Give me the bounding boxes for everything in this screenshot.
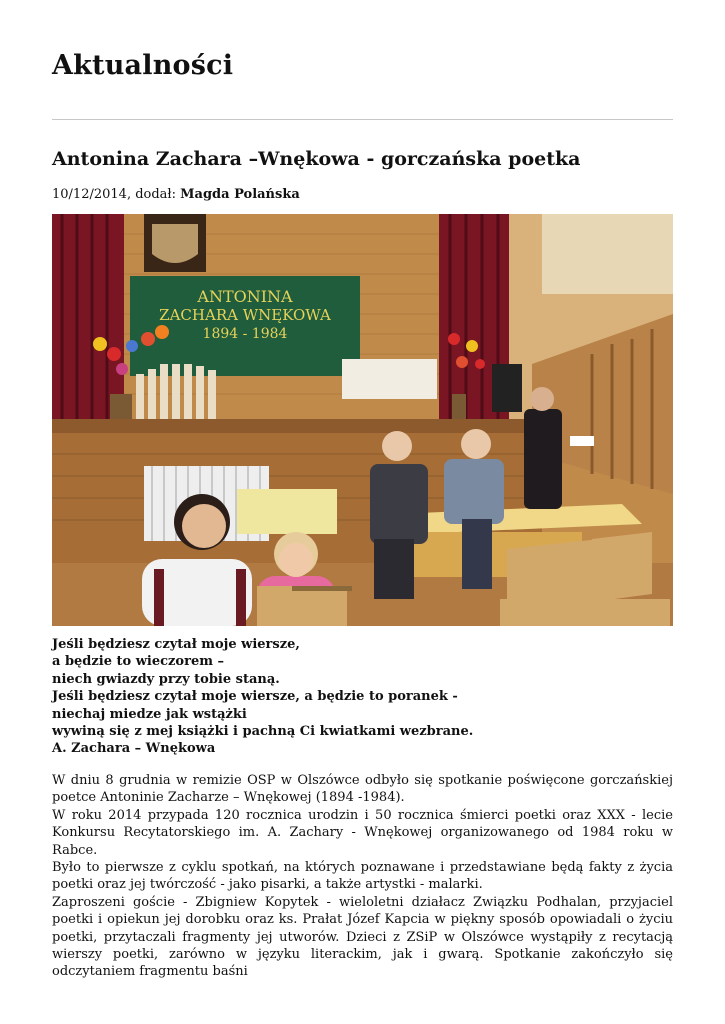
banner-line-2: ZACHARA WNĘKOWA — [159, 306, 331, 324]
banner-line-1: ANTONINA — [197, 287, 293, 306]
poem-line: wywiną się z mej książki i pachną Ci kwiatkami wezbrane. — [52, 724, 474, 740]
title-divider — [52, 119, 673, 120]
poem-line: Jeśli będziesz czytał moje wiersze, — [52, 637, 300, 652]
article-paragraph: W roku 2014 przypada 120 rocznica urodzin i 50 rocznica śmierci poetki oraz XXX - lecie Konkursu Recytatorskiego im. A. Zachary - Wnękowej organizowanego od 1984 roku w Rabce. — [52, 807, 673, 858]
poem-line: a będzie to wieczorem – — [52, 654, 224, 670]
banner-line-3: 1894 - 1984 — [202, 326, 288, 342]
article-paragraph: Zaproszeni goście - Zbigniew Kopytek - wieloletni działacz Związku Podhalan, przyjaciel poetki i opiekun jej dorobku oraz ks. Prałat Józef Kapcia w piękny sposób opowiadali o życiu poetki, przytaczali fragmenty jej utworów. Dzieci z ZSiP w Olszówce wystąpiły z recytacją wierszy poetki, zarówno w języku literackim, jak i gwarą. Spotkanie zakończyło się odczytaniem fragmentu baśni — [52, 894, 673, 980]
article-paragraph: W dniu 8 grudnia w remizie OSP w Olszówce odbyło się spotkanie poświęcone gorczańskiej poetce Antoninie Zacharze – Wnękowej (1894 -1984). — [52, 773, 673, 806]
poem-line: niech gwiazdy przy tobie staną. — [52, 671, 280, 687]
added-by-label: , dodał: — [126, 187, 181, 202]
article-title[interactable]: Antonina Zachara –Wnękowa - gorczańska poetka — [52, 148, 581, 170]
poem-line: niechaj miedze jak wstążki — [52, 706, 247, 722]
article-meta — [52, 187, 300, 202]
poem — [52, 636, 673, 758]
article-photo — [52, 214, 673, 626]
article-author: Magda Polańska — [180, 187, 300, 202]
poem-signature: A. Zachara – Wnękowa — [52, 741, 216, 757]
article-date: 10/12/2014 — [52, 187, 127, 202]
article-body — [52, 772, 673, 981]
page-title: Aktualności — [52, 50, 234, 81]
article-paragraph: Było to pierwsze z cyklu spotkań, na których poznawane i przedstawiane będą fakty z życia poetki oraz jej twórczość - jako pisarki, a także artystki - malarki. — [52, 860, 673, 893]
poem-line: Jeśli będziesz czytał moje wiersze, a będzie to poranek - — [52, 689, 458, 705]
